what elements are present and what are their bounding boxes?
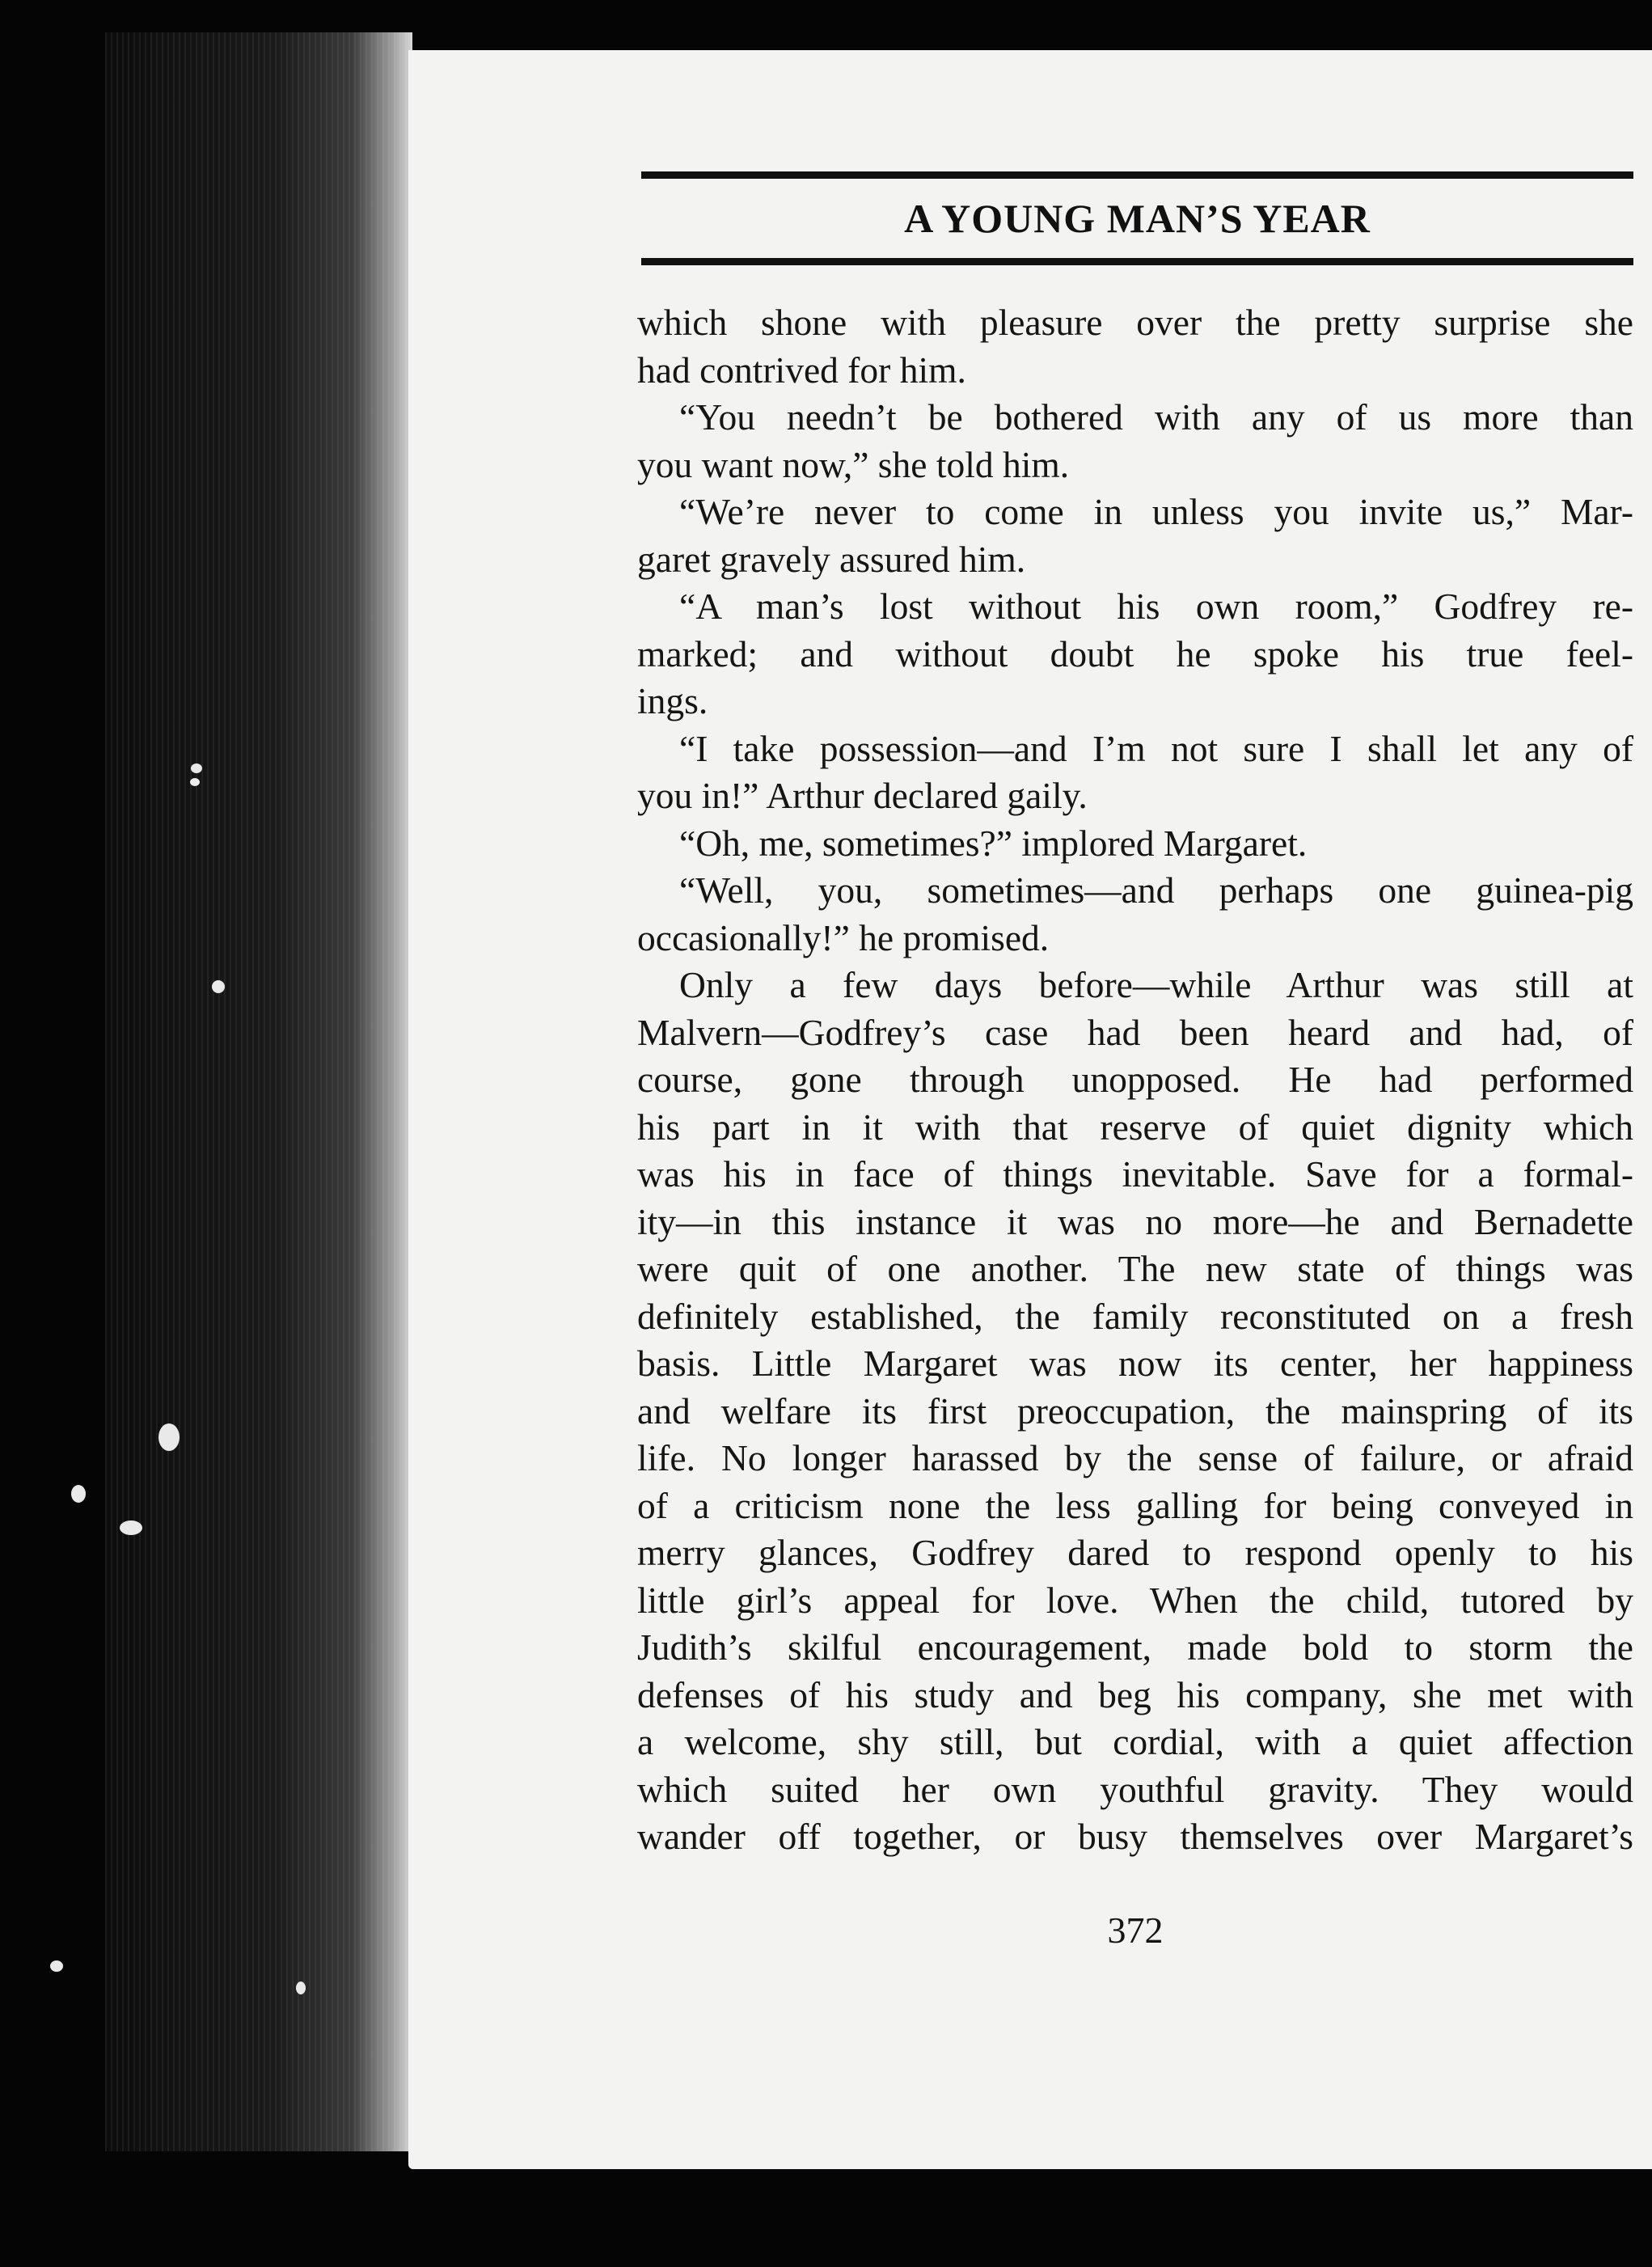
book-gutter: [105, 32, 412, 2151]
text-line: basis. Little Margaret was now its center, her happiness: [637, 1343, 1633, 1384]
text-line: course, gone through unopposed. He had performed: [637, 1059, 1633, 1100]
text-line: marked; and without doubt he spoke his true feel-: [637, 632, 1633, 675]
text-line: of a criticism none the less galling for being conveyed in: [637, 1484, 1633, 1526]
text-line: occasionally!” he promised.: [637, 916, 1050, 958]
scan-speck: [191, 763, 202, 773]
text-line: merry glances, Godfrey dared to respond openly to his: [637, 1532, 1633, 1573]
page-number: 372: [1107, 1910, 1164, 1951]
text-line: and welfare its first preoccupation, the mainspring of its: [637, 1389, 1633, 1432]
scan-speck: [296, 1982, 306, 1994]
text-line: ity—in this instance it was no more—he and Bernadette: [637, 1200, 1633, 1242]
text-line: “I take possession—and I’m not sure I shall let any of: [679, 727, 1633, 769]
header-rule-top: [641, 171, 1633, 179]
text-line: which suited her own youthful gravity. They would: [637, 1768, 1633, 1810]
running-title: A YOUNG MAN’S YEAR: [904, 196, 1371, 241]
text-line: little girl’s appeal for love. When the child, tutored by: [637, 1579, 1633, 1621]
text-line: had contrived for him.: [637, 349, 966, 391]
text-line: definitely established, the family reconstituted on a fresh: [637, 1295, 1633, 1337]
text-line: a welcome, shy still, but cordial, with a quiet affection: [637, 1721, 1633, 1762]
text-line: Judith’s skilful encouragement, made bold to storm the: [637, 1626, 1633, 1668]
text-line: you in!” Arthur declared gaily.: [637, 775, 1088, 816]
text-line: “Well, you, sometimes—and perhaps one guinea-pig: [679, 869, 1633, 911]
text-line: wander off together, or busy themselves over Margaret’s: [637, 1816, 1633, 1857]
text-line: defenses of his study and beg his company, she met with: [637, 1673, 1633, 1715]
scan-speck: [158, 1423, 180, 1451]
text-line: Only a few days before—while Arthur was still at: [679, 964, 1633, 1005]
text-line: ings.: [637, 680, 708, 721]
body-text: [637, 299, 1633, 1861]
text-line: “A man’s lost without his own room,” Godfrey re-: [679, 586, 1633, 627]
text-line: his part in it with that reserve of quiet dignity which: [637, 1106, 1633, 1148]
text-line: which shone with pleasure over the pretty surprise she: [637, 302, 1633, 343]
scan-speck: [71, 1485, 86, 1503]
scan-speck: [120, 1520, 142, 1535]
paper-speck: [190, 778, 200, 786]
text-line: Malvern—Godfrey’s case had been heard and had, of: [637, 1011, 1633, 1053]
header-rule-bottom: [641, 258, 1633, 265]
text-line: were quit of one another. The new state of things was: [637, 1248, 1633, 1289]
text-line: “You needn’t be bothered with any of us more than: [679, 396, 1633, 438]
text-line: was his in face of things inevitable. Save for a formal-: [637, 1153, 1633, 1195]
text-line: life. No longer harassed by the sense of failure, or afraid: [637, 1437, 1633, 1478]
scan-speck: [50, 1960, 63, 1972]
text-line: “Oh, me, sometimes?” implored Margaret.: [679, 822, 1308, 864]
text-line: you want now,” she told him.: [637, 443, 1070, 485]
scan-speck: [212, 980, 225, 993]
text-line: garet gravely assured him.: [637, 538, 1026, 580]
text-line: “We’re never to come in unless you invite us,” Mar-: [679, 491, 1633, 532]
